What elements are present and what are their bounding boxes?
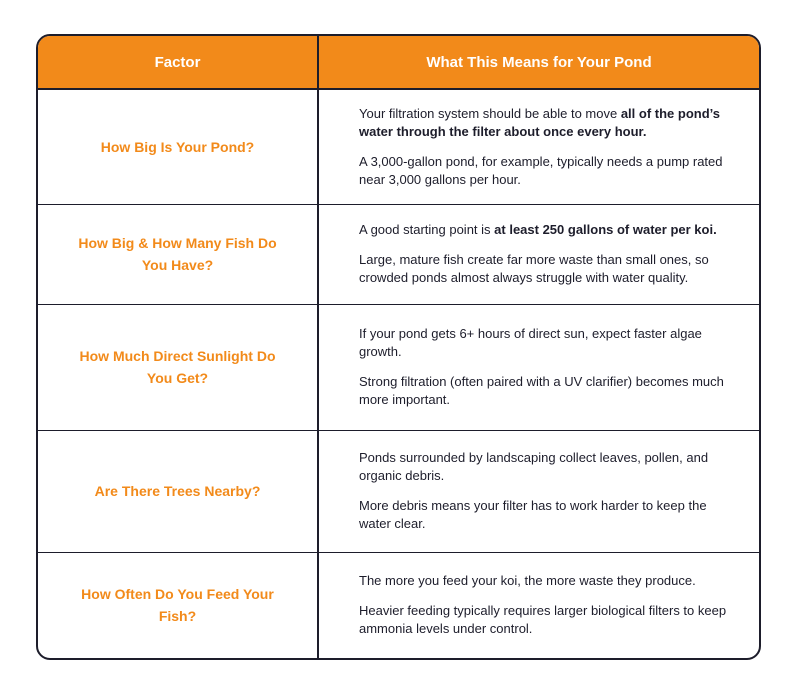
factor-cell: How Big & How Many Fish Do You Have? (38, 204, 318, 304)
meaning-paragraph (359, 449, 729, 485)
meaning-text: If your pond gets 6+ hours of direct sun, expect faster algae growth. (359, 326, 702, 359)
pond-factors-table (36, 34, 761, 660)
table-row (38, 552, 759, 658)
factor-cell: Are There Trees Nearby? (38, 430, 318, 552)
meaning-cell (318, 304, 759, 430)
table-row (38, 430, 759, 552)
meaning-paragraph (359, 221, 729, 239)
meaning-text: A good starting point is (359, 222, 495, 237)
header-factor: Factor (38, 36, 318, 89)
table-row (38, 204, 759, 304)
meaning-paragraph (359, 105, 729, 141)
meaning-paragraph (359, 325, 729, 361)
meaning-bold-text: at least 250 gallons of water per koi. (494, 222, 717, 237)
meaning-text: The more you feed your koi, the more waste they produce. (359, 573, 696, 589)
meaning-cell (318, 89, 759, 204)
factors-table (38, 36, 759, 658)
meaning-bold-text: all of the pond’s water through the filter about once every hour. (359, 105, 721, 139)
meaning-paragraph: Strong filtration (often paired with a UV clarifier) becomes much more important. (359, 374, 724, 407)
factor-cell: How Much Direct Sunlight Do You Get? (38, 304, 318, 430)
header-meaning: What This Means for Your Pond (318, 36, 759, 89)
meaning-text: Ponds surrounded by landscaping collect leaves, pollen, and organic debris. (359, 450, 709, 483)
table-header-row (38, 36, 759, 89)
table-row (38, 304, 759, 430)
table-row (38, 89, 759, 204)
meaning-cell (318, 204, 759, 304)
meaning-paragraph: A 3,000-gallon pond, for example, typically needs a pump rated near 3,000 gallons per hour. (359, 153, 723, 187)
meaning-cell (318, 430, 759, 552)
factor-cell: How Big Is Your Pond? (38, 89, 318, 204)
meaning-paragraph: Large, mature fish create far more waste than small ones, so crowded ponds almost always struggle with water quality. (359, 252, 709, 285)
meaning-paragraph: More debris means your filter has to work harder to keep the water clear. (359, 498, 707, 531)
meaning-paragraph (359, 572, 729, 590)
meaning-cell (318, 552, 759, 658)
meaning-text: Your filtration system should be able to move (359, 105, 621, 121)
factor-cell: How Often Do You Feed Your Fish? (81, 586, 274, 625)
meaning-paragraph: Heavier feeding typically requires larger biological filters to keep ammonia levels under control. (359, 603, 727, 637)
